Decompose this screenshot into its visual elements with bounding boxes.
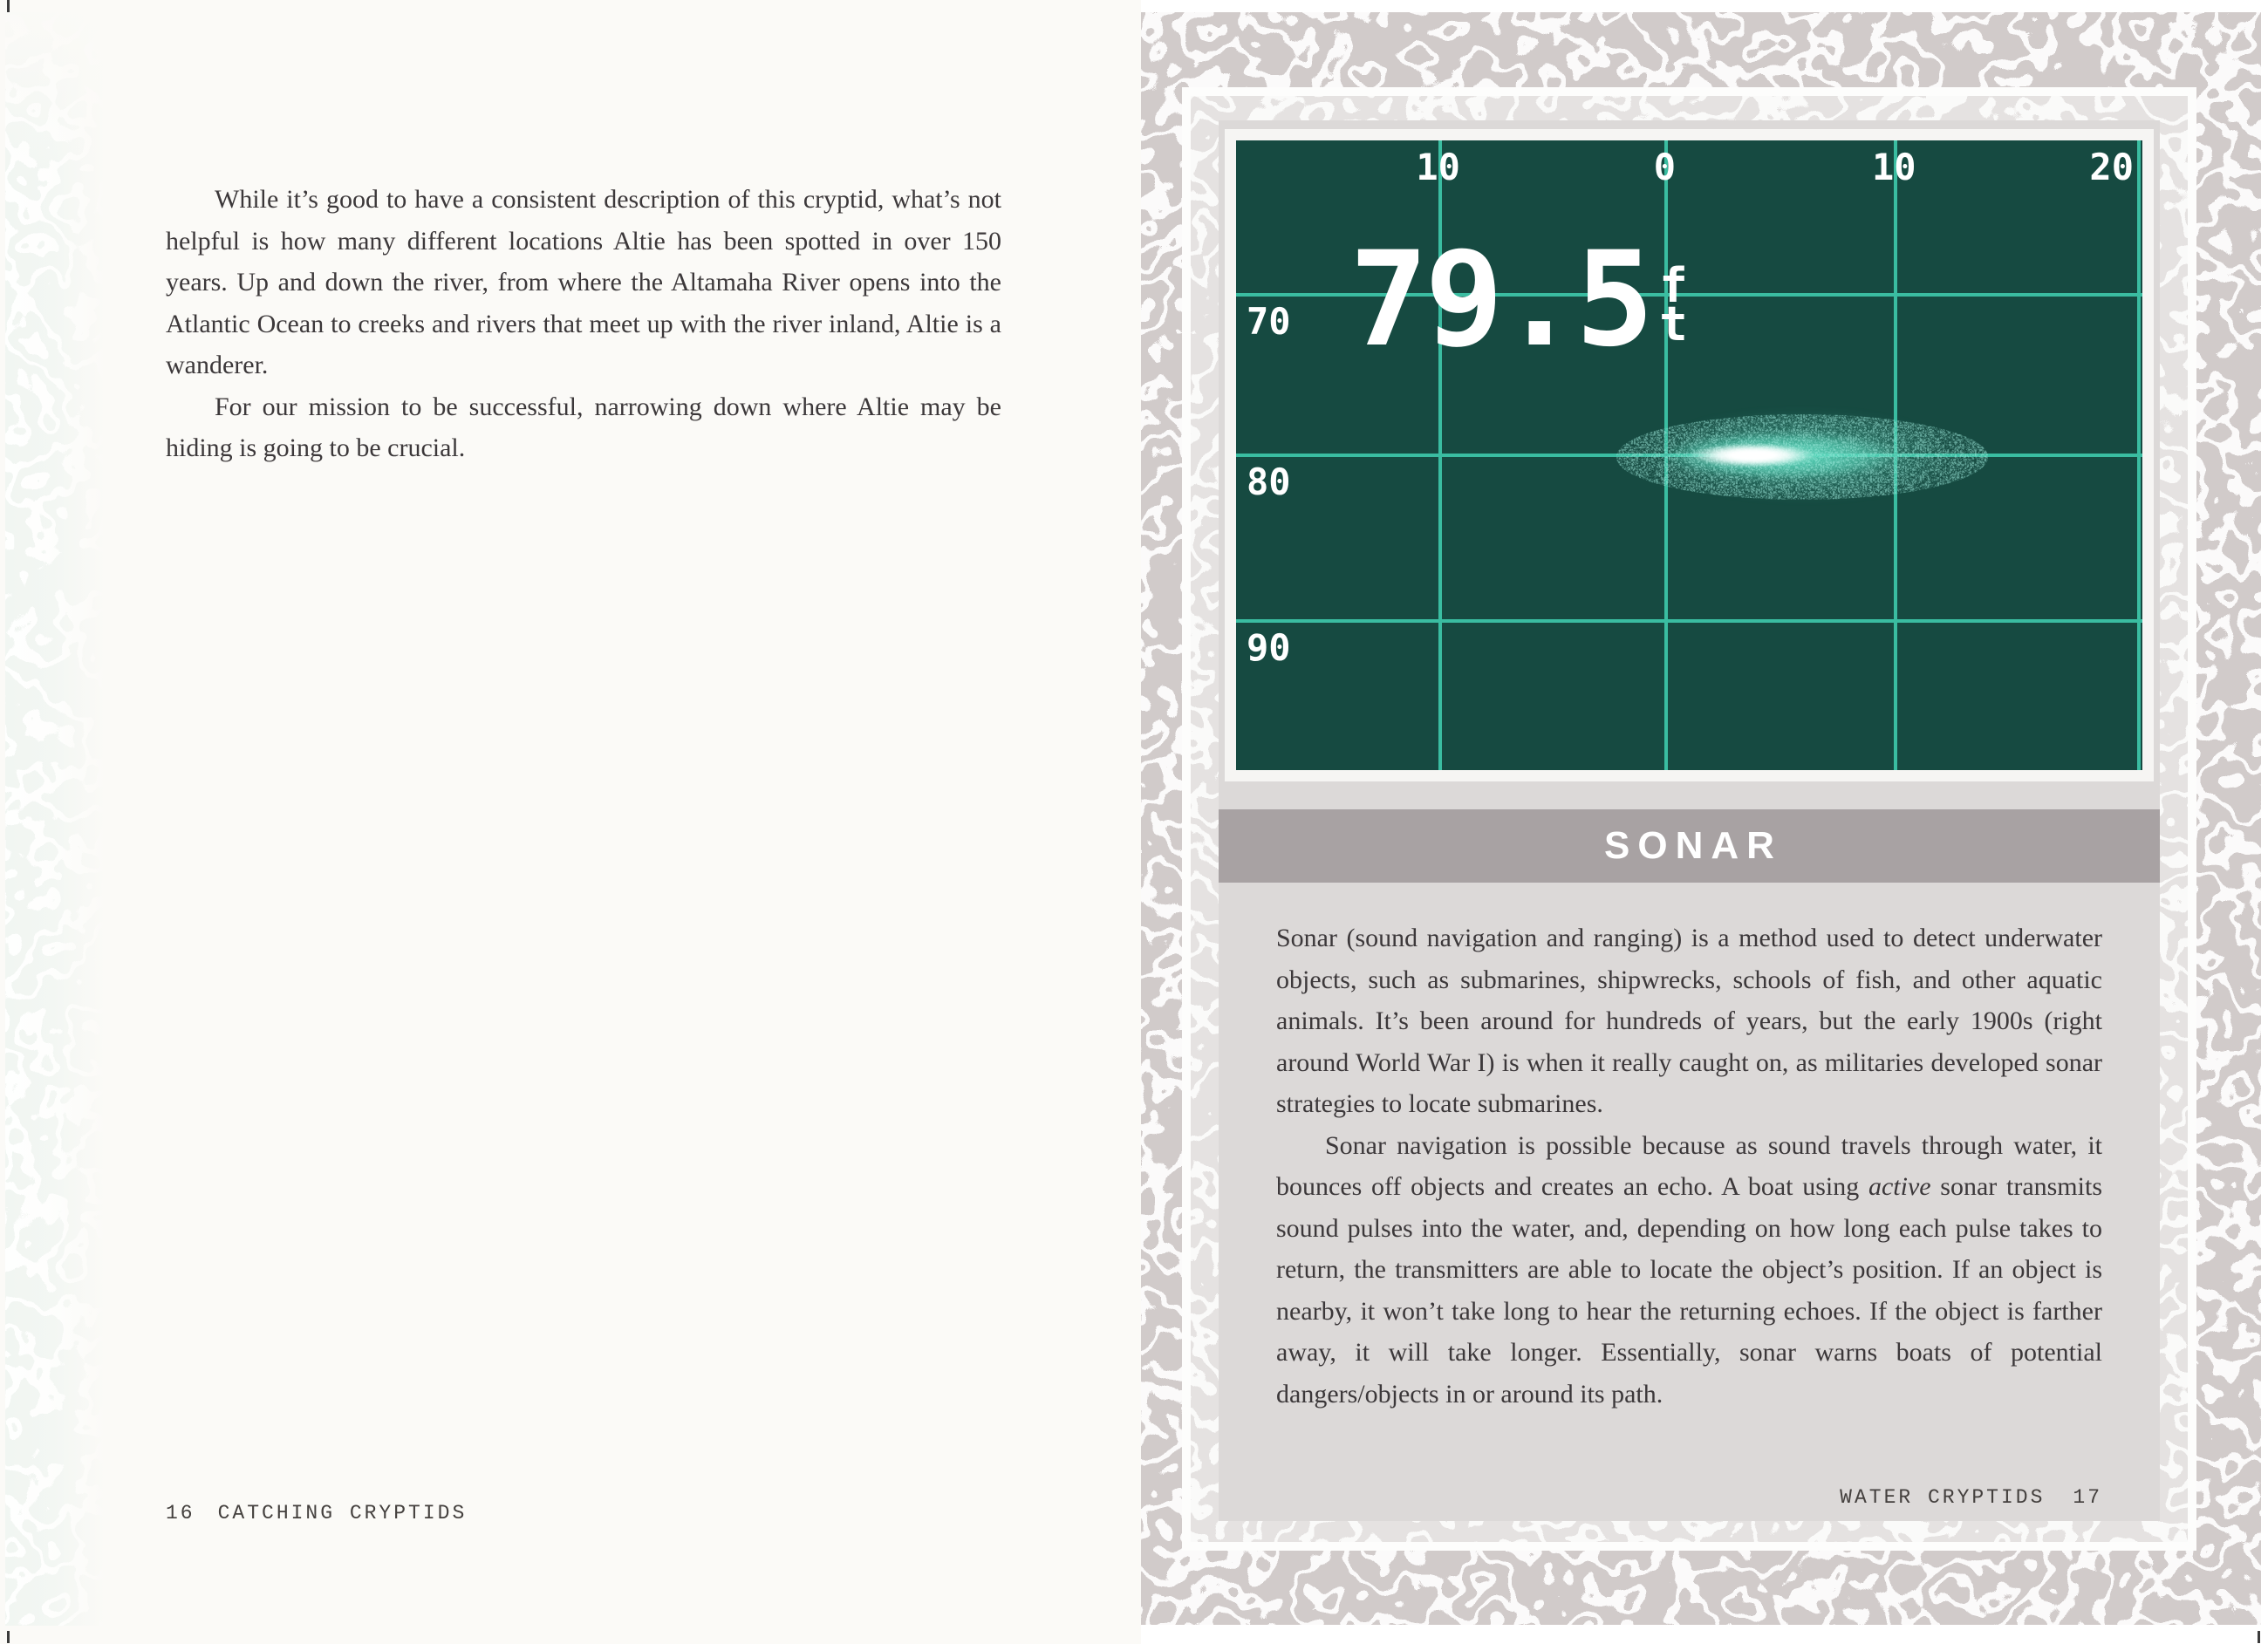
depth-axis-label: 90 [1247, 625, 1291, 669]
depth-unit-ft [1659, 257, 1688, 351]
sonar-figure [1225, 129, 2154, 781]
x-axis-label: 20 [2089, 146, 2134, 188]
left-page-text [166, 179, 1001, 469]
unit-letter-t: t [1659, 297, 1688, 351]
sonar-display [1236, 140, 2142, 770]
body-paragraph: While it’s good to have a consistent description of this cryptid, what’s not helpful is how many different locations Altie has been spotted in over 150 years. Up and down the river, from where the Altamaha River opens into the Atlantic Ocean to creeks and rivers that meet up with the river inland, Altie is a wanderer. [166, 185, 1001, 379]
sonar-title-bar [1219, 809, 2160, 883]
body-paragraph: Sonar (sound navigation and ranging) is a method used to detect underwater objects, such as submarines, shipwrecks, schools of fish, and other aquatic animals. It’s been around for hundreds of years, but the early 1900s (right around World War I) is when it really caught on, as militaries developed sonar strategies to locate submarines. [1276, 924, 2102, 1118]
page-footer-right [1840, 1486, 2102, 1509]
x-axis-label: 0 [1653, 146, 1677, 188]
body-paragraph: Sonar navigation is possible because as sound travels through water, it bounces off objects and creates an echo. A boat using active sonar transmits sound pulses into the water, and, depending on how long each pulse takes to return, the transmitters are able to locate the object’s position. If an object is nearby, it won’t take long to hear the returning echoes. If the object is farther away, it will take longer. Essentially, sonar warns boats of potential dangers/objects in or around its path. [1276, 1130, 2102, 1409]
depth-axis-label: 80 [1247, 460, 1291, 503]
crop-mark [7, 1631, 10, 1643]
running-title: WATER CRYPTIDS [1840, 1486, 2046, 1509]
content-area [1219, 120, 2160, 1521]
depth-value: 79.5 [1349, 224, 1651, 376]
body-paragraph: For our mission to be successful, narrowing down where Altie may be hiding is going to be crucial. [166, 392, 1001, 462]
sonar-echo-core [1690, 443, 1816, 468]
crop-mark [2258, 1631, 2260, 1643]
x-axis-label: 10 [1416, 146, 1460, 188]
depth-readout [1349, 224, 1688, 376]
unit-letter-f: f [1659, 257, 1688, 313]
page-number: 17 [2073, 1486, 2102, 1509]
sonar-title: SONAR [1604, 824, 1782, 867]
grid-line-horizontal [1236, 619, 2142, 623]
left-edge-fade [5, 12, 112, 1626]
crop-mark [7, 0, 10, 12]
content-frame [1182, 87, 2196, 1551]
depth-axis-label: 70 [1247, 299, 1291, 343]
x-axis-label: 10 [1872, 146, 1916, 188]
page-number: 16 [166, 1502, 195, 1525]
page-right [1141, 0, 2268, 1644]
page-footer-left [166, 1502, 467, 1525]
sonar-text [1276, 918, 2102, 1415]
running-title: CATCHING CRYPTIDS [217, 1502, 468, 1525]
